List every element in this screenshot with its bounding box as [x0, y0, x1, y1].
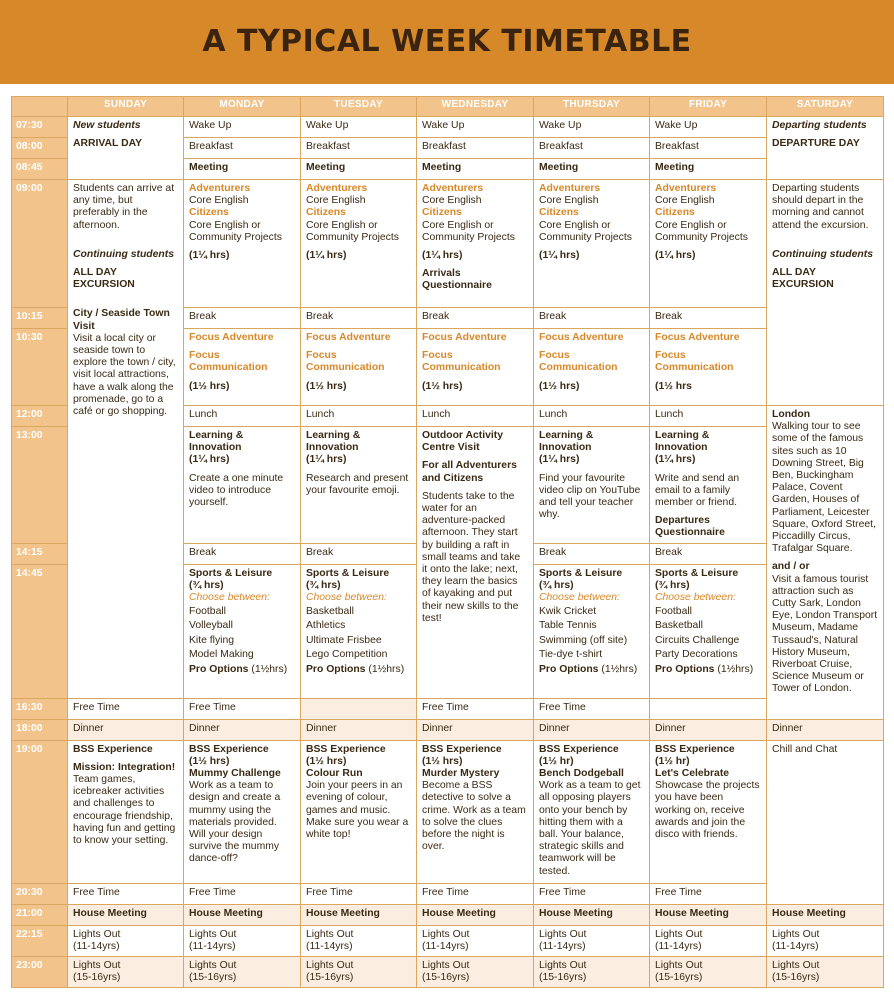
- learning-label: Learning & Innovation: [189, 430, 244, 454]
- tue-free-eve: Free Time: [301, 883, 417, 904]
- age-range: (15-16yrs): [189, 972, 237, 984]
- fri-bss: [650, 740, 767, 883]
- row-2030: [12, 883, 884, 904]
- city-visit-title: City / Seaside Town Visit: [73, 308, 170, 332]
- pro-options-duration: (1½hrs): [251, 664, 288, 676]
- focus-duration: (1½ hrs): [539, 380, 580, 392]
- citizens-label: Citizens: [306, 207, 346, 219]
- row-0900: [12, 180, 884, 308]
- lesson-duration: (1¼ hrs): [306, 250, 347, 262]
- focus-communication-label: Focus Communication: [539, 350, 618, 374]
- bss-label: BSS Experience: [73, 743, 153, 755]
- sun-lights-2: [68, 957, 184, 988]
- core-community: Core English or Community Projects: [539, 219, 632, 243]
- fri-wake: Wake Up: [650, 117, 767, 138]
- lights-out-label: Lights Out: [539, 960, 587, 972]
- learning-text: Create a one minute video to introduce yourself.: [189, 472, 284, 509]
- age-range: (11-14yrs): [772, 940, 819, 952]
- time-1900: 19:00: [12, 740, 68, 883]
- sunday-arrival-cell: [68, 117, 184, 180]
- corner-cell: [12, 97, 68, 117]
- learning-duration: (1¼ hrs): [655, 454, 696, 466]
- fri-lights-2: [650, 957, 767, 988]
- age-range: (11-14yrs): [422, 940, 469, 952]
- lights-out-label: Lights Out: [73, 960, 121, 972]
- fri-focus: [650, 329, 767, 406]
- thu-free-eve: Free Time: [534, 883, 650, 904]
- mission-text: Team games, icebreaker activities and challenges to encourage friendship, having fun and getting to know your setting.: [73, 774, 176, 847]
- fri-sports: [650, 564, 767, 698]
- fri-dinner: Dinner: [650, 719, 767, 740]
- focus-communication-label: Focus Communication: [422, 350, 501, 374]
- citizens-label: Citizens: [189, 207, 229, 219]
- tue-bss: [301, 740, 417, 883]
- bss-text: Join your peers in an evening of colour, games and music. Make sure you wear a white top!: [306, 780, 409, 841]
- thu-breakfast: Breakfast: [534, 138, 650, 159]
- mon-breakfast: Breakfast: [184, 138, 301, 159]
- arrival-day-label: ARRIVAL DAY: [73, 138, 143, 150]
- sun-house: House Meeting: [68, 904, 184, 925]
- outdoor-text: Students take to the water for an adventure-packed afternoon. They start by building a raft in small teams and take it onto the lake; next, they learn the basics of kayaking and put their new skills to the test!: [422, 490, 521, 624]
- learning-text: Find your favourite video clip on YouTube and tell your teacher why.: [539, 472, 641, 521]
- bss-activity: Colour Run: [306, 768, 363, 780]
- lights-out-label: Lights Out: [655, 928, 703, 940]
- focus-duration: (1½ hrs): [422, 380, 463, 392]
- london-label: London: [772, 409, 811, 420]
- mon-break-pm: Break: [184, 543, 301, 564]
- fri-free: Free Time: [534, 698, 650, 719]
- departure-text: Departing students should depart in the morning and cannot attend the excursion.: [772, 183, 869, 231]
- learning-text: Research and present your favourite emoji.: [306, 472, 409, 496]
- bss-text: Showcase the projects you have been working on, receive awards and join the disco with friends.: [655, 780, 760, 841]
- bss-label: BSS Experience: [306, 743, 386, 755]
- mon-dinner: Dinner: [184, 719, 301, 740]
- saturday-day-cell: [767, 180, 884, 406]
- thu-morning-lesson: [534, 180, 650, 308]
- sports-option: Kite flying: [189, 634, 235, 646]
- age-range: (15-16yrs): [422, 972, 470, 984]
- focus-communication-label: Focus Communication: [189, 350, 268, 374]
- core-english: Core English: [539, 195, 599, 207]
- bss-label: BSS Experience: [189, 743, 269, 755]
- lights-out-label: Lights Out: [73, 928, 121, 940]
- sat-dinner: Dinner: [767, 719, 884, 740]
- for-all-label: For all Adventurers and Citizens: [422, 460, 517, 484]
- row-2215: [12, 925, 884, 956]
- tue-learning: [301, 427, 417, 544]
- tue-lights-1: [301, 925, 417, 956]
- day-header-saturday: SATURDAY: [767, 97, 884, 117]
- day-header-row: [12, 97, 884, 117]
- sports-option: Athletics: [306, 620, 346, 632]
- row-1900: [12, 740, 884, 883]
- time-1630: 16:30: [12, 698, 68, 719]
- and-or-label: and / or: [772, 561, 810, 573]
- tue-break: Break: [301, 308, 417, 329]
- focus-communication-label: Focus Communication: [655, 350, 734, 374]
- departure-day-label: DEPARTURE DAY: [772, 138, 860, 150]
- lights-out-label: Lights Out: [189, 960, 237, 972]
- tue-breakfast: Breakfast: [301, 138, 417, 159]
- pro-options-duration: (1½hrs): [601, 664, 638, 676]
- day-header-tuesday: TUESDAY: [301, 97, 417, 117]
- sports-option: Model Making: [189, 648, 254, 660]
- saturday-london-cell: [767, 406, 884, 720]
- thu-sports: [534, 564, 650, 698]
- age-range: (15-16yrs): [539, 972, 587, 984]
- age-range: (11-14yrs): [189, 940, 236, 952]
- core-community: Core English or Community Projects: [422, 219, 515, 243]
- tue-dinner: Dinner: [301, 719, 417, 740]
- bss-label: BSS Experience: [422, 743, 502, 755]
- focus-adventure-label: Focus Adventure: [189, 332, 274, 343]
- tue-lights-2: [301, 957, 417, 988]
- page-title: A TYPICAL WEEK TIMETABLE: [202, 24, 692, 59]
- mon-learning: [184, 427, 301, 544]
- sports-option: Football: [189, 606, 226, 618]
- sports-duration: (¾ hrs): [655, 579, 690, 591]
- new-students-label: New students: [73, 120, 141, 131]
- sports-option: Tie-dye t-shirt: [539, 648, 603, 660]
- wed-break: Break: [417, 308, 534, 329]
- choose-label: Choose between:: [539, 592, 620, 604]
- learning-duration: (1¼ hrs): [189, 454, 230, 466]
- bss-duration: (1½ hr): [539, 755, 574, 767]
- sun-free: Free Time: [68, 883, 184, 904]
- sports-option: Party Decorations: [655, 648, 738, 660]
- lights-out-label: Lights Out: [306, 960, 354, 972]
- lesson-duration: (1¼ hrs): [189, 250, 230, 262]
- time-0900: 09:00: [12, 180, 68, 308]
- choose-label: Choose between:: [189, 592, 270, 604]
- thu-dinner: Dinner: [534, 719, 650, 740]
- learning-label: Learning & Innovation: [655, 430, 710, 454]
- thu-focus: [534, 329, 650, 406]
- sports-label: Sports & Leisure: [539, 567, 623, 579]
- lights-out-label: Lights Out: [306, 928, 354, 940]
- time-1030: 10:30: [12, 329, 68, 406]
- time-2100: 21:00: [12, 904, 68, 925]
- sports-duration: (¾ hrs): [539, 579, 574, 591]
- pro-options-label: Pro Options: [306, 664, 366, 676]
- sports-option: Football: [655, 606, 692, 618]
- tue-wake: Wake Up: [301, 117, 417, 138]
- sat-lights-1: [767, 925, 884, 956]
- wed-house: House Meeting: [417, 904, 534, 925]
- fri-breakfast: Breakfast: [650, 138, 767, 159]
- sports-duration: (¾ hrs): [189, 579, 224, 591]
- sports-option: Lego Competition: [306, 648, 388, 660]
- sports-option: Kwik Cricket: [539, 606, 597, 618]
- bss-text: Work as a team to get all opposing players onto your bench by hitting them with a ball. Your balance, strategic skills and teamwork will be tested.: [539, 780, 641, 877]
- learning-label: Learning & Innovation: [539, 430, 594, 454]
- core-community: Core English or Community Projects: [189, 219, 282, 243]
- outdoor-visit-title: Outdoor Activity Centre Visit: [422, 430, 504, 454]
- arrival-text: Students can arrive at any time, but preferably in the afternoon.: [73, 183, 175, 231]
- thu-bss: [534, 740, 650, 883]
- age-range: (15-16yrs): [655, 972, 703, 984]
- bss-activity: Mummy Challenge: [189, 768, 281, 780]
- mon-focus: [184, 329, 301, 406]
- focus-communication-label: Focus Communication: [306, 350, 385, 374]
- day-header-monday: MONDAY: [184, 97, 301, 117]
- mon-free-eve: Free Time: [184, 883, 301, 904]
- tue-focus: [301, 329, 417, 406]
- bss-activity: Murder Mystery: [422, 768, 500, 780]
- arrivals-questionnaire: Arrivals Questionnaire: [422, 268, 492, 292]
- choose-label: Choose between:: [306, 592, 387, 604]
- adventurers-label: Adventurers: [539, 183, 601, 194]
- time-1415: 14:15: [12, 543, 68, 564]
- mon-lights-1: [184, 925, 301, 956]
- thu-meeting: Meeting: [534, 159, 650, 180]
- pro-options-duration: (1½hrs): [368, 664, 405, 676]
- core-english: Core English: [655, 195, 715, 207]
- age-range: (15-16yrs): [73, 972, 121, 984]
- core-english: Core English: [306, 195, 366, 207]
- sat-lights-2: [767, 957, 884, 988]
- mon-break: Break: [184, 308, 301, 329]
- tue-house: House Meeting: [301, 904, 417, 925]
- bss-text: Become a BSS detective to solve a crime. Work as a team to solve the clues before the night is over.: [422, 780, 526, 853]
- bss-activity: Let's Celebrate: [655, 768, 730, 780]
- attraction-text: Visit a famous tourist attraction such as Cutty Sark, London Eye, London Transport Museum, Madame Tussaud's, Natural History Museum, Riverboat Cruise, Science Museum or Tower of London.: [772, 573, 878, 695]
- time-2030: 20:30: [12, 883, 68, 904]
- sun-lights-1: [68, 925, 184, 956]
- citizens-label: Citizens: [422, 207, 462, 219]
- focus-duration: (1½ hrs: [655, 380, 692, 392]
- fri-house: House Meeting: [650, 904, 767, 925]
- age-range: (11-14yrs): [306, 940, 353, 952]
- sun-bss: [68, 740, 184, 883]
- thu-break: Break: [534, 308, 650, 329]
- lights-out-label: Lights Out: [772, 928, 820, 940]
- sports-option: Basketball: [306, 606, 354, 618]
- fri-lights-1: [650, 925, 767, 956]
- sports-option: Table Tennis: [539, 620, 597, 632]
- thu-free: Free Time: [417, 698, 534, 719]
- tue-free: Free Time: [184, 698, 301, 719]
- fri-free-eve: Free Time: [650, 883, 767, 904]
- learning-duration: (1¼ hrs): [539, 454, 580, 466]
- continuing-students-label: Continuing students: [772, 248, 874, 260]
- wed-lights-1: [417, 925, 534, 956]
- bss-duration: (1½ hrs): [306, 755, 347, 767]
- adventurers-label: Adventurers: [422, 183, 484, 194]
- time-0845: 08:45: [12, 159, 68, 180]
- mon-lights-2: [184, 957, 301, 988]
- wed-lunch: Lunch: [417, 406, 534, 427]
- pro-options-label: Pro Options: [655, 664, 715, 676]
- thu-learning: [534, 427, 650, 544]
- pro-options-duration: (1½hrs): [717, 664, 754, 676]
- fri-lunch: Lunch: [650, 406, 767, 427]
- day-header-thursday: THURSDAY: [534, 97, 650, 117]
- row-1800: [12, 719, 884, 740]
- fri-meeting: Meeting: [650, 159, 767, 180]
- mon-house: House Meeting: [184, 904, 301, 925]
- bss-duration: (1½ hr): [655, 755, 690, 767]
- departing-students-label: Departing students: [772, 120, 867, 131]
- core-community: Core English or Community Projects: [306, 219, 399, 243]
- time-0800: 08:00: [12, 138, 68, 159]
- tue-break-pm: Break: [301, 543, 417, 564]
- tue-lunch: Lunch: [301, 406, 417, 427]
- wed-breakfast: Breakfast: [417, 138, 534, 159]
- day-header-wednesday: WEDNESDAY: [417, 97, 534, 117]
- row-2300: [12, 957, 884, 988]
- mon-lunch: Lunch: [184, 406, 301, 427]
- lights-out-label: Lights Out: [189, 928, 237, 940]
- sports-label: Sports & Leisure: [189, 567, 273, 579]
- mon-morning-lesson: [184, 180, 301, 308]
- wed-focus: [417, 329, 534, 406]
- adventurers-label: Adventurers: [306, 183, 368, 194]
- sat-chill: [767, 740, 884, 904]
- adventurers-label: Adventurers: [189, 183, 251, 194]
- time-1015: 10:15: [12, 308, 68, 329]
- sports-label: Sports & Leisure: [306, 567, 390, 579]
- fri-break: Break: [650, 308, 767, 329]
- thu-break-pm: Break: [534, 543, 650, 564]
- bss-activity: Bench Dodgeball: [539, 768, 624, 780]
- thu-lunch: Lunch: [534, 406, 650, 427]
- sun-dinner: Dinner: [68, 719, 184, 740]
- day-header-friday: FRIDAY: [650, 97, 767, 117]
- row-2100: [12, 904, 884, 925]
- day-header-sunday: SUNDAY: [68, 97, 184, 117]
- lesson-duration: (1¼ hrs): [655, 250, 696, 262]
- thu-wake: Wake Up: [534, 117, 650, 138]
- lights-out-label: Lights Out: [422, 928, 470, 940]
- age-range: (11-14yrs): [73, 940, 120, 952]
- time-1445: 14:45: [12, 564, 68, 698]
- row-1630: [12, 698, 884, 719]
- choose-label: Choose between:: [655, 592, 736, 604]
- learning-text: Write and send an email to a family member or friend.: [655, 472, 740, 509]
- focus-adventure-label: Focus Adventure: [539, 332, 624, 343]
- lights-out-label: Lights Out: [655, 960, 703, 972]
- learning-label: Learning & Innovation: [306, 430, 361, 454]
- lights-out-label: Lights Out: [539, 928, 587, 940]
- focus-adventure-label: Focus Adventure: [306, 332, 391, 343]
- saturday-departure-cell: [767, 117, 884, 180]
- tue-meeting: Meeting: [301, 159, 417, 180]
- wed-bss: [417, 740, 534, 883]
- row-0730: [12, 117, 884, 138]
- focus-duration: (1½ hrs): [189, 380, 230, 392]
- bss-duration: (1½ hrs): [422, 755, 463, 767]
- sports-duration: (¾ hrs): [306, 579, 341, 591]
- london-text: Walking tour to see some of the famous sites such as 10 Downing Street, Big Ben, Buckingham Palace, Covent Garden, Houses of Parliament, Leicester Square, Oxford Street, Piccadilly Circus, Trafalgar Square.: [772, 421, 876, 555]
- mon-sports: [184, 564, 301, 698]
- sports-option: Basketball: [655, 620, 703, 632]
- time-2215: 22:15: [12, 925, 68, 956]
- pro-options-label: Pro Options: [539, 664, 599, 676]
- learning-duration: (1¼ hrs): [306, 454, 347, 466]
- tue-morning-lesson: [301, 180, 417, 308]
- sports-option: Swimming (off site): [539, 634, 628, 646]
- citizens-label: Citizens: [655, 207, 695, 219]
- time-1300: 13:00: [12, 427, 68, 544]
- focus-adventure-label: Focus Adventure: [422, 332, 507, 343]
- fri-break-pm: Break: [650, 543, 767, 564]
- mon-free: Free Time: [68, 698, 184, 719]
- core-english: Core English: [189, 195, 249, 207]
- fri-learning: [650, 427, 767, 544]
- age-range: (11-14yrs): [655, 940, 702, 952]
- age-range: (11-14yrs): [539, 940, 586, 952]
- adventurers-label: Adventurers: [655, 183, 717, 194]
- thu-lights-2: [534, 957, 650, 988]
- lights-out-label: Lights Out: [772, 960, 820, 972]
- sunday-excursion-label: ALL DAY EXCURSION: [73, 267, 135, 291]
- lesson-duration: (1¼ hrs): [422, 250, 463, 262]
- mon-bss: [184, 740, 301, 883]
- wed-free-eve: Free Time: [417, 883, 534, 904]
- citizens-label: Citizens: [539, 207, 579, 219]
- lesson-duration: (1¼ hrs): [539, 250, 580, 262]
- wed-morning-lesson: [417, 180, 534, 308]
- mon-meeting: Meeting: [184, 159, 301, 180]
- sports-label: Sports & Leisure: [655, 567, 739, 579]
- wed-dinner: Dinner: [417, 719, 534, 740]
- mission-label: Mission: Integration!: [73, 761, 176, 773]
- core-english: Core English: [422, 195, 482, 207]
- title-banner: [0, 0, 894, 84]
- wed-empty: [301, 698, 417, 719]
- time-2300: 23:00: [12, 957, 68, 988]
- time-1800: 18:00: [12, 719, 68, 740]
- mon-wake: Wake Up: [184, 117, 301, 138]
- chill-label: Chill and Chat: [772, 743, 838, 755]
- bss-label: BSS Experience: [539, 743, 619, 755]
- departures-questionnaire: Departures Questionnaire: [655, 515, 725, 539]
- bss-text: Work as a team to design and create a mummy using the materials provided. Will your design survive the mummy dance-off?: [189, 780, 281, 865]
- pro-options-label: Pro Options: [189, 664, 249, 676]
- sports-option: Volleyball: [189, 620, 233, 632]
- fri-morning-lesson: [650, 180, 767, 308]
- wed-lights-2: [417, 957, 534, 988]
- sat-house: House Meeting: [767, 904, 884, 925]
- city-visit-text: Visit a local city or seaside town to explore the town / city, visit local attractions, have a walk along the promenade, go to a café or go shopping.: [73, 332, 176, 418]
- core-community: Core English or Community Projects: [655, 219, 748, 243]
- sunday-day-cell: [68, 180, 184, 699]
- age-range: (15-16yrs): [772, 972, 820, 984]
- tue-sports: [301, 564, 417, 698]
- sports-option: Circuits Challenge: [655, 634, 740, 646]
- timetable: [11, 96, 884, 988]
- wed-outdoor-cell: [417, 427, 534, 699]
- lights-out-label: Lights Out: [422, 960, 470, 972]
- bss-duration: (1½ hrs): [189, 755, 230, 767]
- thu-house: House Meeting: [534, 904, 650, 925]
- wed-meeting: Meeting: [417, 159, 534, 180]
- age-range: (15-16yrs): [306, 972, 354, 984]
- continuing-students-label: Continuing students: [73, 248, 175, 260]
- time-1200: 12:00: [12, 406, 68, 427]
- sports-option: Ultimate Frisbee: [306, 634, 382, 646]
- bss-label: BSS Experience: [655, 743, 735, 755]
- thu-lights-1: [534, 925, 650, 956]
- focus-duration: (1½ hrs): [306, 380, 347, 392]
- wed-wake: Wake Up: [417, 117, 534, 138]
- time-0730: 07:30: [12, 117, 68, 138]
- focus-adventure-label: Focus Adventure: [655, 332, 740, 343]
- saturday-excursion-label: ALL DAY EXCURSION: [772, 267, 834, 291]
